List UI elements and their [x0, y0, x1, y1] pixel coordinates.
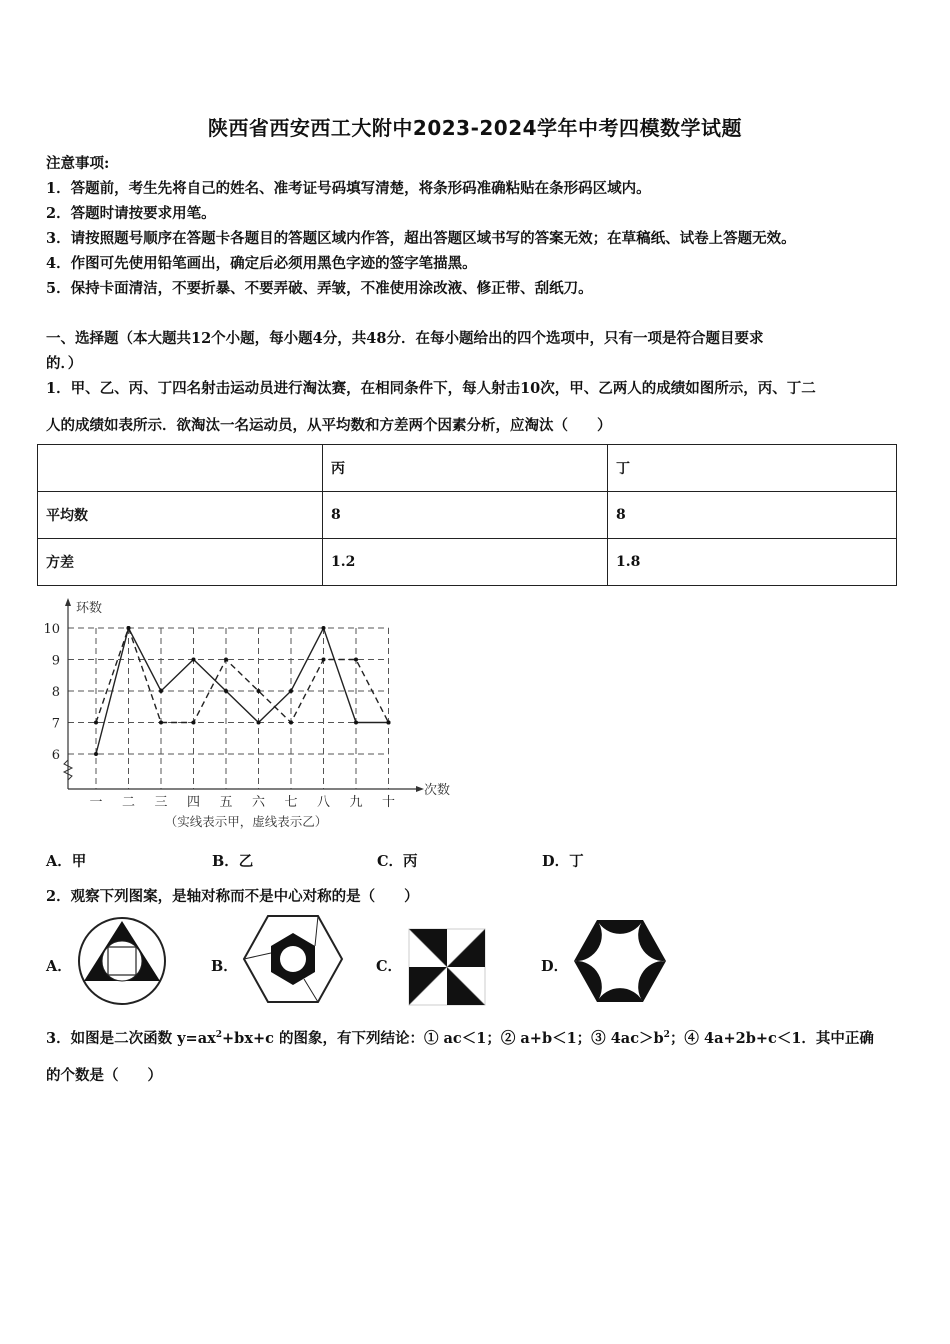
data-point: [159, 721, 163, 725]
data-point: [127, 626, 131, 630]
x-tick-label: 一: [89, 795, 103, 810]
chart-caption: （实线表示甲，虚线表示乙）: [164, 814, 328, 829]
notice-item: 2．答题时请按要求用笔。: [46, 205, 216, 222]
table-cell: 8: [323, 492, 608, 539]
x-axis-label: 次数: [424, 783, 451, 798]
option-d[interactable]: D．丁: [542, 853, 584, 870]
data-point: [387, 721, 391, 725]
table-row: [38, 492, 897, 539]
table-cell: 丙: [323, 445, 608, 492]
notice-item: 1．答题前，考生先将自己的姓名、准考证号码填写清楚，将条形码准确粘贴在条形码区域内。: [46, 180, 651, 197]
q3-part: 3．如图是二次函数 y=ax: [46, 1030, 216, 1047]
question-3-text: [46, 1027, 874, 1048]
chart-grid: [68, 628, 389, 789]
data-point: [224, 689, 228, 693]
table-cell: [38, 445, 323, 492]
pattern-a-circle-triangle-icon[interactable]: [76, 915, 168, 1007]
data-point: [94, 721, 98, 725]
data-point: [94, 752, 98, 756]
y-axis-label: 环数: [76, 601, 103, 616]
table-cell: 1.8: [608, 539, 897, 586]
option-d-label[interactable]: D．: [541, 958, 569, 975]
notice-item: 3．请按照题号顺序在答题卡各题目的答题区域内作答，超出答题区域书写的答案无效；在草稿纸、试卷上答题无效。: [46, 230, 796, 247]
series-line-乙: [96, 628, 389, 723]
score-table: [37, 444, 897, 586]
q3-part: ；④ 4a+2b+c＜1．其中正确: [669, 1030, 874, 1047]
data-point: [257, 721, 261, 725]
y-tick-label: 10: [43, 622, 60, 637]
question-1-text: 1．甲、乙、丙、丁四名射击运动员进行淘汰赛，在相同条件下，每人射击10次，甲、乙两人的成绩如图所示，丙、丁二: [46, 380, 816, 397]
table-row: [38, 539, 897, 586]
data-point: [289, 689, 293, 693]
y-tick-label: 7: [51, 716, 60, 732]
data-point: [322, 658, 326, 662]
x-tick-label: 九: [349, 795, 363, 810]
data-point: [192, 721, 196, 725]
x-tick-label: 十: [381, 795, 396, 810]
pattern-c-pinwheel-icon[interactable]: [408, 928, 486, 1006]
notice-heading: 注意事项:: [46, 155, 110, 172]
data-point: [159, 689, 163, 693]
table-cell: 丁: [608, 445, 897, 492]
q3-sup: 2: [663, 1030, 670, 1041]
x-tick-label: 七: [284, 795, 298, 810]
option-b[interactable]: B．乙: [212, 853, 254, 870]
option-b-label[interactable]: B．: [211, 958, 238, 975]
x-tick-label: 三: [154, 795, 168, 810]
data-point: [224, 658, 228, 662]
question-2-text: 2．观察下列图案，是轴对称而不是中心对称的是（ ）: [46, 888, 419, 905]
score-line-chart: [36, 596, 456, 832]
y-axis-arrow: [65, 598, 71, 606]
notice-item: 4．作图可先使用铅笔画出，确定后必须用黑色字迹的签字笔描黑。: [46, 255, 477, 272]
option-c[interactable]: C．丙: [377, 853, 418, 870]
chart-axes: [64, 598, 424, 792]
section-heading: 一、选择题（本大题共12个小题，每小题4分，共48分．在每小题给出的四个选项中，只有一项是符合题目要求: [46, 330, 764, 347]
data-point: [192, 658, 196, 662]
q3-part: +bx+c 的图象，有下列结论：① ac＜1；② a+b＜1；③ 4ac＞b: [222, 1030, 664, 1047]
x-tick-label: 八: [316, 795, 331, 810]
x-axis-arrow: [416, 786, 424, 792]
data-point: [354, 721, 358, 725]
x-tick-label: 五: [219, 795, 233, 810]
data-point: [322, 626, 326, 630]
pattern-b-hexagon-icon[interactable]: [242, 913, 344, 1005]
option-a-label[interactable]: A．: [46, 958, 72, 975]
question-1-text-cont: 人的成绩如表所示．欲淘汰一名运动员，从平均数和方差两个因素分析，应淘汰（ ）: [46, 417, 612, 434]
table-cell: 8: [608, 492, 897, 539]
y-tick-label: 8: [51, 685, 60, 700]
x-tick-label: 六: [251, 795, 266, 810]
x-tick-label: 二: [121, 795, 136, 810]
data-point: [257, 689, 261, 693]
data-point: [354, 658, 358, 662]
question-3-text-cont: 的个数是（ ）: [46, 1067, 162, 1084]
x-tick-label: 四: [186, 795, 201, 810]
table-cell: 1.2: [323, 539, 608, 586]
q3-sup: 2: [215, 1030, 223, 1041]
notice-item: 5．保持卡面清洁，不要折暴、不要弄破、弄皱，不准使用涂改液、修正带、刮纸刀。: [46, 280, 593, 297]
option-c-label[interactable]: C．: [376, 958, 403, 975]
table-row: [38, 445, 897, 492]
pattern-d-hexagon-arcs-icon[interactable]: [572, 916, 668, 1006]
page-title: 陕西省西安西工大附中2023-2024学年中考四模数学试题: [207, 116, 743, 140]
data-point: [289, 721, 293, 725]
section-heading-cont: 的．）: [46, 355, 83, 372]
table-cell: 方差: [38, 539, 323, 586]
y-tick-label: 6: [51, 748, 60, 763]
option-a[interactable]: A．甲: [46, 853, 87, 870]
table-cell: 平均数: [38, 492, 323, 539]
y-tick-label: 9: [51, 653, 60, 669]
